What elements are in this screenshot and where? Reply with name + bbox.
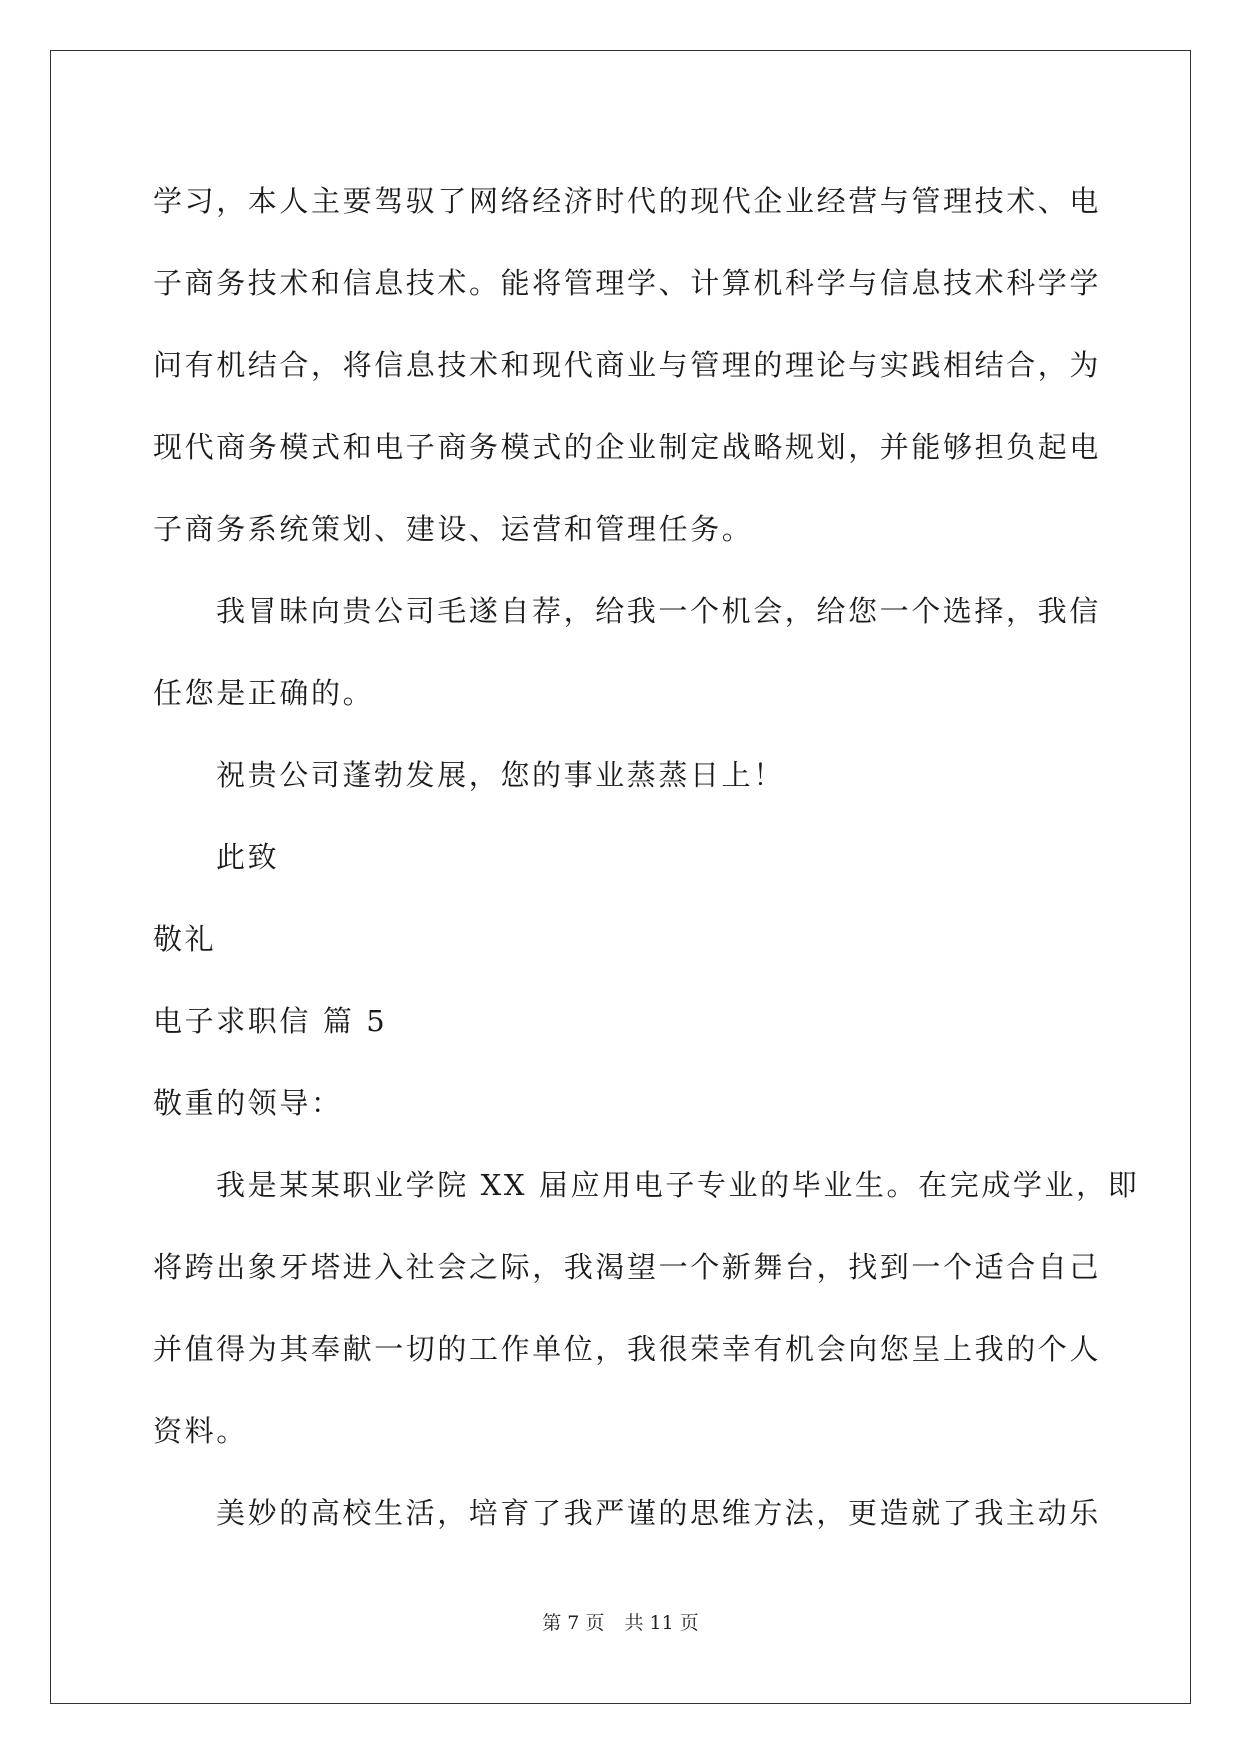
text-line: 现代商务模式和电子商务模式的企业制定战略规划，并能够担负起电 <box>153 430 1102 464</box>
text-line: 我冒昧向贵公司毛遂自荐，给我一个机会，给您一个选择，我信 <box>216 594 1101 628</box>
text-line: 将跨出象牙塔进入社会之际，我渴望一个新舞台，找到一个适合自己 <box>153 1250 1102 1284</box>
section-heading: 电子求职信 篇 5 <box>153 1004 388 1038</box>
page-number-current: 第 7 页 <box>542 1612 605 1634</box>
text-line: 我是某某职业学院 XX 届应用电子专业的毕业生。在完成学业，即 <box>216 1168 1140 1202</box>
text-line: 祝贵公司蓬勃发展，您的事业蒸蒸日上！ <box>216 758 785 792</box>
page-footer <box>0 1608 1241 1635</box>
text-line: 美妙的高校生活，培育了我严谨的思维方法，更造就了我主动乐 <box>216 1496 1101 1530</box>
text-line: 任您是正确的。 <box>153 676 375 710</box>
text-line: 子商务系统策划、建设、运营和管理任务。 <box>153 512 754 546</box>
greeting-line: 敬重的领导： <box>153 1086 343 1120</box>
text-line: 资料。 <box>153 1414 248 1448</box>
text-line: 问有机结合，将信息技术和现代商业与管理的理论与实践相结合，为 <box>153 348 1102 382</box>
salutation-line: 敬礼 <box>153 922 217 956</box>
closing-line: 此致 <box>216 840 280 874</box>
text-line: 子商务技术和信息技术。能将管理学、计算机科学与信息技术科学学 <box>153 266 1102 300</box>
text-line: 并值得为其奉献一切的工作单位，我很荣幸有机会向您呈上我的个人 <box>153 1332 1102 1366</box>
document-body <box>153 160 1140 1554</box>
page-number-total: 共 11 页 <box>624 1612 699 1634</box>
text-line: 学习，本人主要驾驭了网络经济时代的现代企业经营与管理技术、电 <box>153 184 1102 218</box>
